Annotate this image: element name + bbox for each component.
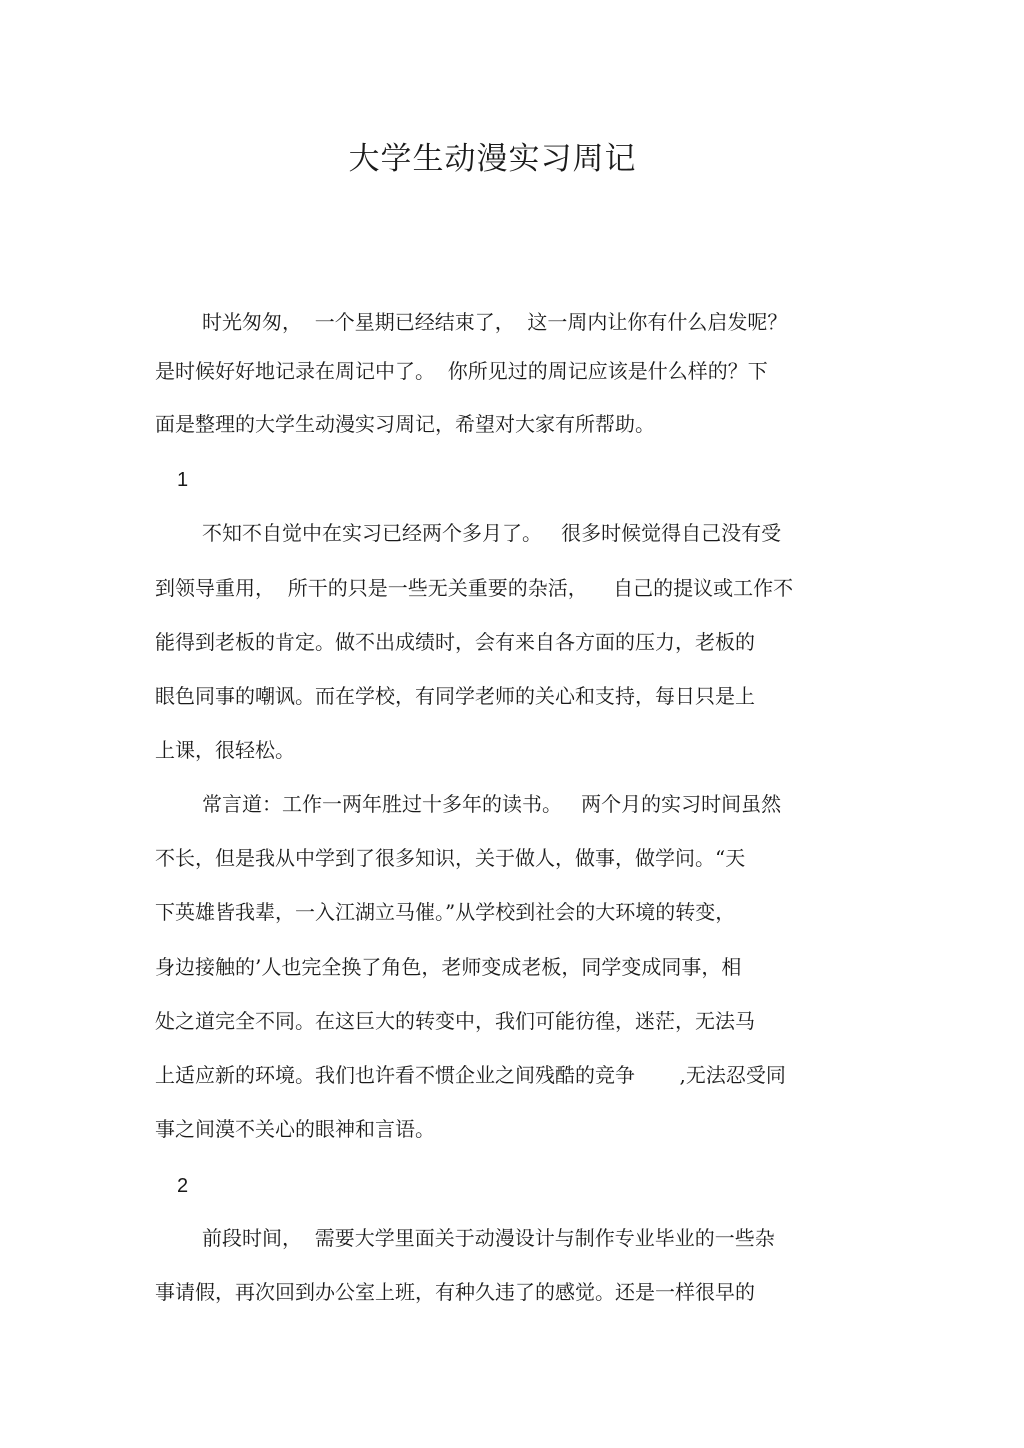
section2-para1-line-1: 前段时间， 需要大学里面关于动漫设计与制作专业毕业的一些杂 <box>202 1226 775 1250</box>
section1-para1-line-2: 到领导重用， 所干的只是一些无关重要的杂活， 自己的提议或工作不 <box>155 576 794 600</box>
section1-para1-line-1: 不知不自觉中在实习已经两个多月了。 很多时候觉得自己没有受 <box>202 521 782 545</box>
document-title: 大学生动漫实习周记 <box>348 141 637 177</box>
section1-para1-line-4: 眼色同事的嘲讽。而在学校，有同学老师的关心和支持，每日只是上 <box>155 684 755 708</box>
section1-para2-line-1: 常言道：工作一两年胜过十多年的读书。 两个月的实习时间虽然 <box>202 792 782 816</box>
intro-line-1: 时光匆匆， 一个星期已经结束了， 这一周内让你有什么启发呢？ <box>202 310 788 334</box>
section1-para2-line-7: 事之间漠不关心的眼神和言语。 <box>155 1117 435 1141</box>
section1-para2-line-3: 下英雄皆我辈，一入江湖立马催。”从学校到社会的大环境的转变， <box>155 900 736 924</box>
section-number-1: 1 <box>177 469 189 491</box>
section1-para1-line-5: 上课，很轻松。 <box>155 738 295 762</box>
section2-para1-line-2: 事请假，再次回到办公室上班，有种久违了的感觉。还是一样很早的 <box>155 1280 755 1304</box>
section1-para2-line-4: 身边接触的’人也完全换了角色，老师变成老板，同学变成同事，相 <box>155 955 742 979</box>
section1-para2-line-6: 上适应新的环境。我们也许看不惯企业之间残酷的竞争 ,无法忍受同 <box>155 1063 786 1087</box>
section-number-2: 2 <box>177 1175 189 1197</box>
intro-line-2: 是时候好好地记录在周记中了。 你所见过的周记应该是什么样的？下 <box>155 359 768 383</box>
intro-line-3: 面是整理的大学生动漫实习周记，希望对大家有所帮助。 <box>155 412 655 436</box>
section1-para1-line-3: 能得到老板的肯定。做不出成绩时，会有来自各方面的压力，老板的 <box>155 630 755 654</box>
section1-para2-line-2: 不长，但是我从中学到了很多知识，关于做人，做事，做学问。“天 <box>155 846 746 870</box>
section1-para2-line-5: 处之道完全不同。在这巨大的转变中，我们可能彷徨，迷茫，无法马 <box>155 1009 755 1033</box>
